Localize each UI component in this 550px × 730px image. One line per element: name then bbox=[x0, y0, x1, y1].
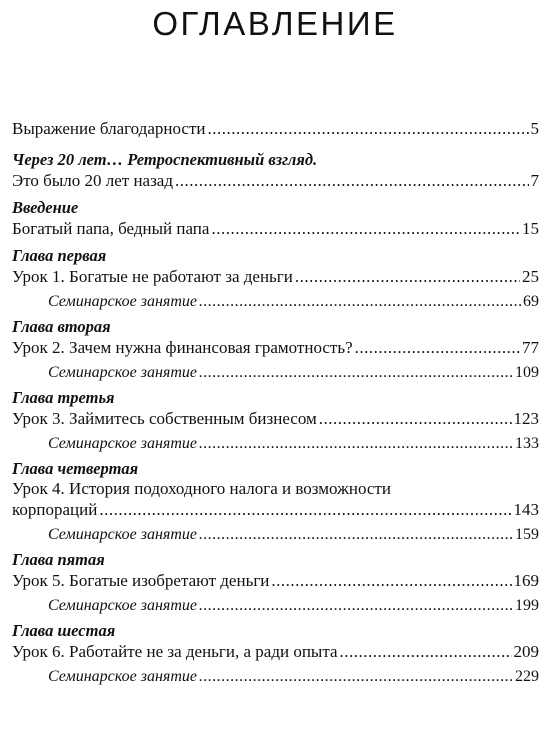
leader-dots bbox=[199, 595, 513, 617]
leader-dots bbox=[199, 362, 513, 384]
toc-entry-seminar-3[interactable] bbox=[12, 433, 539, 455]
toc-page-number: 7 bbox=[530, 171, 539, 190]
toc-entry-lesson-4[interactable] bbox=[12, 479, 539, 521]
leader-dots bbox=[199, 291, 521, 313]
toc-entry-seminar-4[interactable] bbox=[12, 524, 539, 546]
leader-dots bbox=[355, 337, 520, 359]
toc-entry-label: Семинарское занятие bbox=[48, 293, 197, 310]
toc-page-number: 143 bbox=[513, 500, 539, 519]
toc-page-number: 25 bbox=[522, 267, 539, 286]
chapter-heading-6: Глава шестая bbox=[12, 621, 116, 640]
toc-entry-lesson-1[interactable] bbox=[12, 266, 539, 288]
toc-page-number: 169 bbox=[513, 571, 539, 590]
leader-dots bbox=[199, 433, 513, 455]
leader-dots bbox=[199, 666, 513, 688]
toc-entry-lesson-6[interactable] bbox=[12, 641, 539, 663]
toc-page-number: 15 bbox=[522, 219, 539, 238]
toc-entry-seminar-2[interactable] bbox=[12, 362, 539, 384]
toc-entry-label: Это было 20 лет назад bbox=[12, 171, 173, 190]
toc-entry-lesson-2[interactable] bbox=[12, 337, 539, 359]
toc-entry-label: Семинарское занятие bbox=[48, 597, 197, 614]
chapter-heading-1: Глава первая bbox=[12, 246, 107, 265]
chapter-heading-5: Глава пятая bbox=[12, 550, 105, 569]
toc-page-number: 123 bbox=[513, 409, 539, 428]
toc-entry-seminar-6[interactable] bbox=[12, 666, 539, 688]
toc-entry-label: Урок 3. Займитесь собственным бизнесом bbox=[12, 409, 317, 428]
page-title: ОГЛАВЛЕНИЕ bbox=[152, 5, 398, 42]
toc-page-number: 159 bbox=[515, 526, 539, 543]
leader-dots bbox=[99, 499, 511, 521]
toc-entry-label-line1: Урок 4. История подоходного налога и возможности bbox=[12, 479, 391, 498]
leader-dots bbox=[340, 641, 512, 663]
toc-page-number: 133 bbox=[515, 435, 539, 452]
toc-entry-line2 bbox=[12, 499, 539, 521]
toc-entry-intro[interactable] bbox=[12, 218, 539, 240]
toc-page-number: 199 bbox=[515, 597, 539, 614]
toc-entry-label: Богатый папа, бедный папа bbox=[12, 219, 210, 238]
leader-dots bbox=[207, 118, 528, 140]
table-of-contents bbox=[12, 118, 539, 688]
leader-dots bbox=[175, 170, 529, 192]
section-heading-retro: Через 20 лет… Ретроспективный взгляд. bbox=[12, 150, 318, 169]
toc-entry-label: Выражение благодарности bbox=[12, 119, 206, 138]
toc-entry-seminar-5[interactable] bbox=[12, 595, 539, 617]
toc-entry-label: Урок 6. Работайте не за деньги, а ради опыта bbox=[12, 642, 338, 661]
toc-entry-label: Семинарское занятие bbox=[48, 526, 197, 543]
toc-page-number: 77 bbox=[522, 338, 539, 357]
toc-page-number: 5 bbox=[530, 119, 539, 138]
toc-entry-label: Семинарское занятие bbox=[48, 364, 197, 381]
leader-dots bbox=[319, 408, 512, 430]
toc-entry-label: Урок 2. Зачем нужна финансовая грамотность? bbox=[12, 338, 353, 357]
leader-dots bbox=[271, 570, 511, 592]
chapter-heading-2: Глава вторая bbox=[12, 317, 111, 336]
toc-entry-label: корпораций bbox=[12, 500, 98, 519]
toc-entry-label: Урок 1. Богатые не работают за деньги bbox=[12, 267, 293, 286]
toc-entry-retro[interactable] bbox=[12, 170, 539, 192]
toc-entry-lesson-3[interactable] bbox=[12, 408, 539, 430]
leader-dots bbox=[211, 218, 520, 240]
toc-page-number: 209 bbox=[513, 642, 539, 661]
leader-dots bbox=[295, 266, 520, 288]
chapter-heading-3: Глава третья bbox=[12, 388, 115, 407]
toc-page-number: 229 bbox=[515, 668, 539, 685]
chapter-heading-4: Глава четвертая bbox=[12, 459, 139, 478]
section-heading-intro: Введение bbox=[12, 198, 79, 217]
toc-entry-label: Семинарское занятие bbox=[48, 435, 197, 452]
leader-dots bbox=[199, 524, 513, 546]
toc-page-number: 109 bbox=[515, 364, 539, 381]
toc-entry-label: Семинарское занятие bbox=[48, 668, 197, 685]
toc-entry-label: Урок 5. Богатые изобретают деньги bbox=[12, 571, 270, 590]
toc-entry-lesson-5[interactable] bbox=[12, 570, 539, 592]
toc-entry-acknowledgements[interactable] bbox=[12, 118, 539, 140]
toc-entry-seminar-1[interactable] bbox=[12, 291, 539, 313]
toc-page-number: 69 bbox=[523, 293, 539, 310]
